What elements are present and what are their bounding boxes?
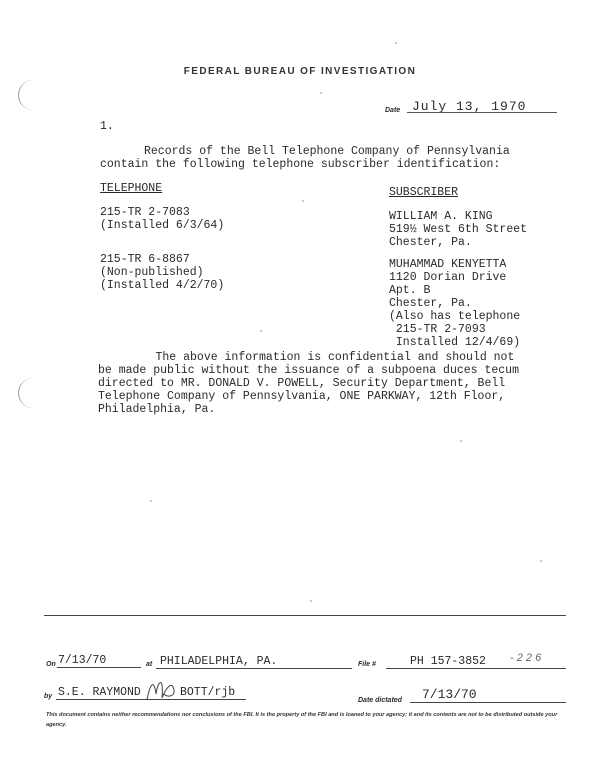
date-label: Date — [385, 107, 401, 114]
intro-line: Records of the Bell Telephone Company of Pennsylvania — [144, 145, 510, 158]
footer-separator — [44, 615, 566, 616]
paragraph-number: 1. — [100, 120, 114, 133]
column-header-telephone: TELEPHONE — [100, 182, 163, 195]
on-underline — [57, 667, 141, 668]
telephone-line: (Installed 6/3/64) — [100, 219, 225, 232]
at-underline — [156, 668, 352, 669]
column-header-subscriber: SUBSCRIBER — [389, 186, 459, 199]
subscriber-line: Chester, Pa. — [389, 297, 472, 310]
confidential-line: The above information is confidential and should not — [121, 351, 515, 364]
scan-speck — [460, 440, 462, 442]
binder-hole-mark — [18, 80, 33, 110]
telephone-line: (Installed 4/2/70) — [100, 279, 225, 292]
on-label: On — [46, 661, 56, 668]
file-handwritten-suffix: - 2 2 6 — [510, 652, 542, 664]
disclaimer-text: This document contains neither recommendations nor conclusions of the FBI. It is the property of the FBI and is loaned to your agency; it and its contents are not to be distributed outside your agency. — [46, 712, 558, 728]
subscriber-line: WILLIAM A. KING — [389, 210, 493, 223]
subscriber-line: 1120 Dorian Drive — [389, 271, 507, 284]
on-date: 7/13/70 — [58, 654, 107, 667]
by-agent: S.E. RAYMOND — [58, 686, 141, 699]
subscriber-line: Apt. B — [389, 284, 431, 297]
dictated-date: 7/13/70 — [422, 687, 477, 702]
document-date: July 13, 1970 — [412, 99, 527, 114]
confidential-line: be made public without the issuance of a subpoena duces tecum — [98, 364, 519, 377]
subscriber-line: 519½ West 6th Street — [389, 223, 528, 236]
scan-speck — [260, 330, 262, 332]
telephone-line: 215-TR 6-8867 — [100, 253, 190, 266]
subscriber-line: (Also has telephone — [389, 310, 521, 323]
by-underline — [56, 699, 246, 700]
confidential-line: Philadelphia, Pa. — [98, 403, 216, 416]
subscriber-line: MUHAMMAD KENYETTA — [389, 258, 507, 271]
scan-speck — [320, 92, 322, 94]
agency-header: FEDERAL BUREAU OF INVESTIGATION — [183, 66, 417, 77]
subscriber-line: 215-TR 2-7093 — [389, 323, 486, 336]
scan-speck — [395, 42, 397, 44]
telephone-line: 215-TR 2-7083 — [100, 206, 190, 219]
dictated-underline — [410, 702, 566, 703]
file-label: File # — [358, 661, 376, 668]
by-label: by — [44, 693, 53, 700]
confidential-line: directed to MR. DONALD V. POWELL, Security Department, Bell — [98, 377, 506, 390]
subscriber-line: Installed 12/4/69) — [389, 336, 521, 349]
telephone-line: (Non-published) — [100, 266, 204, 279]
file-number: PH 157-3852 — [410, 655, 486, 668]
file-underline — [386, 668, 566, 669]
subscriber-line: Chester, Pa. — [389, 236, 472, 249]
intro-line: contain the following telephone subscriber identification: — [100, 158, 501, 171]
scan-speck — [302, 200, 304, 202]
scan-speck — [310, 600, 312, 602]
date-underline — [407, 112, 557, 113]
scan-speck — [150, 500, 152, 502]
dictated-label: Date dictated — [358, 697, 402, 704]
by-initials: BOTT/rjb — [180, 686, 236, 699]
at-label: at — [146, 661, 153, 668]
binder-hole-mark — [18, 378, 33, 408]
confidential-line: Telephone Company of Pennsylvania, ONE PARKWAY, 12th Floor, — [98, 390, 506, 403]
scan-speck — [540, 560, 542, 562]
at-location: PHILADELPHIA, PA. — [160, 655, 278, 668]
